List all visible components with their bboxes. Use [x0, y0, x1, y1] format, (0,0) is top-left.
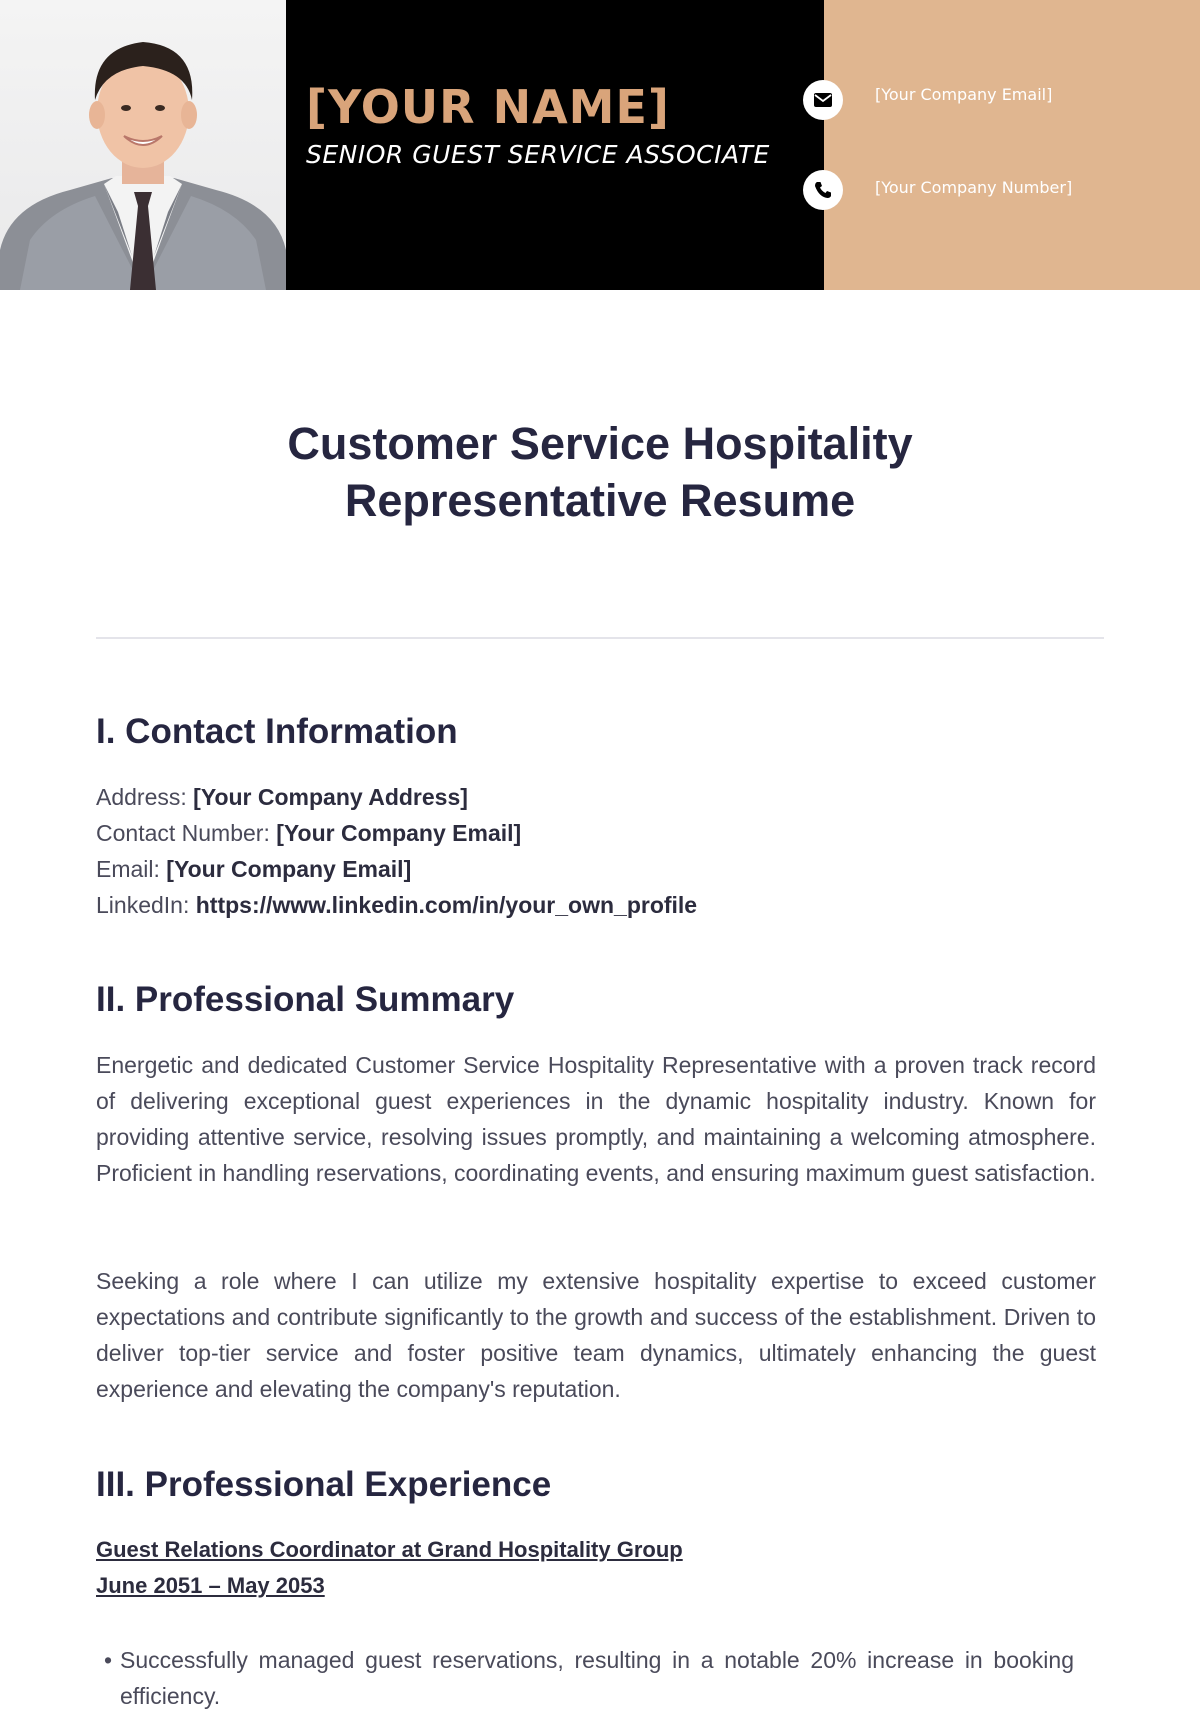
- candidate-job-title: SENIOR GUEST SERVICE ASSOCIATE: [306, 140, 770, 169]
- envelope-icon: [803, 80, 843, 120]
- phone-icon: [803, 170, 843, 210]
- contact-label: Email:: [96, 856, 167, 882]
- bullet-dot-icon: •: [104, 1647, 113, 1673]
- contact-label: Contact Number:: [96, 820, 277, 846]
- job-dates: June 2051 – May 2053: [96, 1573, 325, 1598]
- contact-label: Address:: [96, 784, 194, 810]
- header-email: [Your Company Email]: [875, 85, 1053, 104]
- header-phone: [Your Company Number]: [875, 178, 1073, 197]
- summary-paragraph: Seeking a role where I can utilize my extensive hospitality expertise to exceed customer expectations and contribute significantly to the growth and success of the establishment. Driven to deliver top-tier service and foster positive team dynamics, ultimately enhancing the guest experience and elevating the company's reputation.: [96, 1268, 1096, 1402]
- bullet-text: Successfully managed guest reservations, resulting in a notable 20% increase in booking efficiency.: [120, 1647, 1074, 1709]
- document-title: [96, 415, 1104, 529]
- summary-paragraph: Energetic and dedicated Customer Service Hospitality Representative with a proven track record of delivering exceptional guest experiences in the dynamic hospitality industry. Known for providing attentive service, resolving issues promptly, and maintaining a welcoming atmosphere. Proficient in handling reservations, coordinating events, and ensuring maximum guest satisfaction.: [96, 1052, 1096, 1186]
- contact-value: [Your Company Email]: [276, 820, 522, 846]
- profile-photo: [0, 0, 286, 290]
- summary-section-heading: II. Professional Summary: [96, 980, 515, 1019]
- job-title: Guest Relations Coordinator at Grand Hospitality Group: [96, 1537, 683, 1562]
- resume-header: [0, 0, 1200, 290]
- contact-row-linkedin: [96, 887, 697, 923]
- document-title-line1: Customer Service Hospitality: [287, 418, 913, 469]
- contact-row-address: [96, 779, 697, 815]
- profile-photo-illustration: [0, 0, 286, 290]
- candidate-name: [YOUR NAME]: [306, 80, 670, 134]
- contact-row-number: [96, 815, 697, 851]
- document-title-line2: Representative Resume: [344, 475, 856, 526]
- contact-value: [Your Company Address]: [193, 784, 468, 810]
- contact-info-list: [96, 779, 697, 923]
- experience-bullet: [104, 1642, 1074, 1714]
- title-divider: [96, 637, 1104, 639]
- experience-section-heading: III. Professional Experience: [96, 1465, 552, 1504]
- contact-value: https://www.linkedin.com/in/your_own_profile: [195, 892, 698, 918]
- contact-section-heading: I. Contact Information: [96, 712, 458, 751]
- contact-value: [Your Company Email]: [166, 856, 412, 882]
- contact-panel: [824, 0, 1200, 290]
- contact-label: LinkedIn:: [96, 892, 196, 918]
- contact-row-email: [96, 851, 697, 887]
